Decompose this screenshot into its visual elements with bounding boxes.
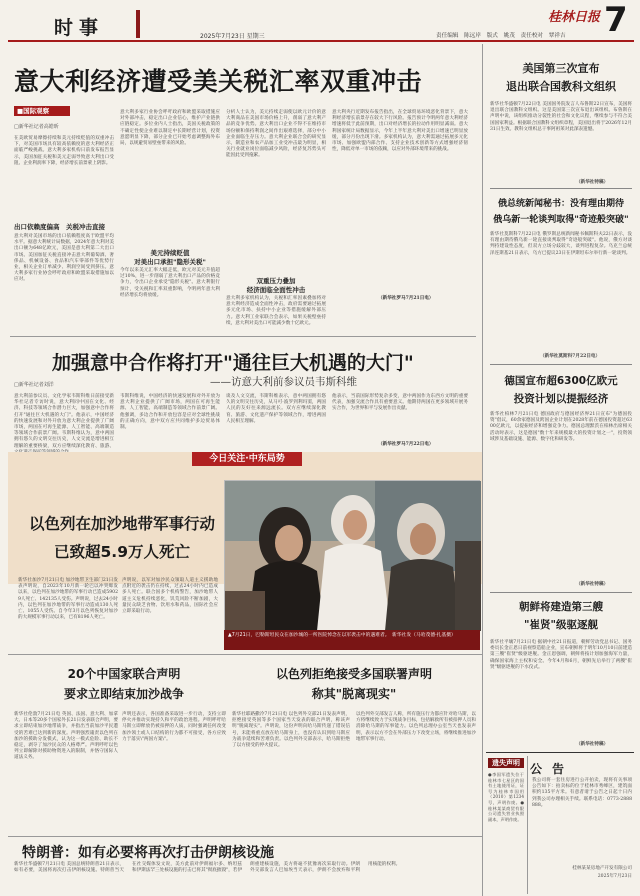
column-divider	[482, 44, 483, 896]
divider	[527, 756, 528, 894]
page-number: 7	[604, 0, 628, 40]
divider	[10, 336, 476, 337]
editor-credits: 责任编辑 陈远岸 版式 姚茂 责任校对 覃祥吉	[436, 33, 566, 39]
feature2-para-1: 意大利前参议员、文化学家韦斯科维日前接受新华社记者专访时说，意大利同中国在文化、经济、科技等领域合作潜力巨大，加强意中合作将打开"通往巨大机遇的大门"。他表示，中国经济的快速发展和对外开放为意大利企业提供了广阔市场，两国在可再生能源、人工智能、高端制造等领域合作前景广阔。韦斯科维认为，意中两国拥有悠久的文明交往历史，人文交流是增进相互理解的重要桥梁，双方应继续深化教育、旅游、	[14, 394, 114, 449]
germany-credit: （新华社特稿）	[576, 582, 609, 587]
lead-para-4: 意大利多家机构认为，关税和汇率因素叠加将对意大利经济造成全面性冲击，政府需要通过拓展多元化市场、扶持中小企业等措施缓解外部压力。意大利工业家联合会表示，如果关税壁垒持续，意大利对美出口可能减少数十亿欧元。	[226, 296, 326, 326]
story-trump-headline: 特朗普：如有必要将再次打击伊朗核设施	[22, 845, 274, 861]
photo-caption: ▲7月21日，巴勒斯坦民众在加沙城的一所医院悼念在以军袭击中的遇难者。 新华社发（马哈茂德·扎基摄）	[224, 630, 480, 650]
lead-credit: （新华社罗马7月21日电）	[378, 296, 434, 301]
russia-headline: 俄总统新闻秘书：没有理由期待 俄乌新一轮谈判取得"奇迹般突破"	[493, 199, 629, 225]
today-focus-tag: 今日关注·中东局势	[192, 452, 302, 466]
lead-headline: 意大利经济遭受美关税汇率双重冲击	[14, 67, 423, 96]
story-israel-reject-para-cont: 以色列外交部发言人称，所有施压行为都应针对哈马斯，以方将继续致力于实现战争目标，包括解救所有被扣押人员和消除哈马斯的军事能力。以色列总理办公室当天也发表声明，表示以方不会在外部压力下改变立场，将继续推进加沙地带军事行动。	[356, 712, 476, 742]
lead-para-3: 今年以来美元汇率大幅走低，欧元对美元升值超过10%，进一步削弱了意大利出口产品的价格竞争力，令出口企业承受"隐形关税"。意大利银行预计，受关税和汇率双重影响，今明两年意大利经济增长均将放缓。	[120, 268, 220, 298]
korea-headline: 朝鲜将建造第三艘 "崔贤"级驱逐舰	[519, 601, 603, 631]
notice-signature: 桂林某某房地产开发有限公司	[572, 866, 632, 871]
story-joint-statement-para-cont: 声明还表示，各国准备采取进一步行动，支持立即停火并推动实现持久和平的政治进程。声明呼吁哈马斯立即释放仍被扣押的人质，同时强调任何改变加沙领土或人口结构的行为都不可接受，各方应致力于落实\"两国方案\"。	[122, 712, 226, 742]
lead-para-1: 在美欧贸易摩擦持续和美元持续贬值的双重冲击下，对美国市场具有较高依赖度的意大利经济正面临严峻挑战。意大利多家机构日前发布报告显示，美国加征关税和美元走弱导致意大利出口受阻、企业利润率下降，经济增长前景蒙上阴影。	[14, 136, 114, 166]
story-joint-statement-para: 新华社伦敦7月21日电 英国、法国、意大利、加拿大、日本等20多个国家外长21日发表联合声明，要求立即结束加沙地带战争，并指出当前加沙平民遭受的苦难已达到新的深度。声明强烈谴责以色列在加沙的援助分发模式，认为这一模式危险、助长不稳定，剥夺了加沙民众的人格尊严。声明呼吁以色列立即解除对援助物资进入的限制，并恪守国际人道法义务。	[14, 712, 118, 761]
feature2-headline: 加强意中合作将打开"通往巨大机遇的大门"	[52, 352, 414, 374]
divider	[486, 752, 634, 753]
korea-credit: （新华社特稿）	[576, 742, 609, 747]
divider	[490, 188, 632, 189]
korea-para: 新华社平壤7月21日电 据朝中社21日报道，朝鲜劳动党总书记、国务委员长金正恩日前视察造船企业，宣布朝鲜将于明年10月10日前建造第三艘"崔贤"级驱逐舰。金正恩强调，朝鲜将按计划加强海军力量，确保国家海上主权和安全。今年4月和6月，朝鲜先后举行了两艘"崔贤"级驱逐舰的下水仪式。	[490, 640, 632, 670]
feature2-para-3: 谈及人文交流，韦斯科维表示，意中两国拥有悠久的文明交往历史，从马可·波罗到利玛窦，两国人民的友好往来源远流长。双方应继续深化教育、旅游、文化遗产保护等领域合作，增进两国人民相互理解。	[226, 394, 326, 424]
paper-logo: 桂林日报	[548, 10, 601, 25]
gaza-death-headline: 以色列在加沙地带军事行动 已致超5.9万人死亡	[28, 515, 215, 561]
divider	[8, 836, 482, 837]
divider	[8, 654, 482, 655]
divider	[490, 364, 632, 365]
story-israel-reject-para: 新华社耶路撒冷7月21日电 以色列外交部21日发表声明，拒绝接受英国等多个国家当天发表的联合声明，称该声明"脱离现实"。声明说，这份声明向哈马斯传递了错误信号，未能将重点放在哈马斯身上，也没有认识到哈马斯应为战争延续和苦难负责。以色列外交部表示，哈马斯拒绝了以方接受的停火提议。	[232, 712, 350, 749]
header-rule	[8, 40, 634, 42]
lead-para-2-cont: 意大利多家行业协会呼吁政府和欧盟采取措施应对外部冲击，稳定出口企业信心，维护产业链供应链稳定。多位业内人士指出，美国关税政策的不确定性使企业难以制定中长期经营计划，投资意愿明显下降，部分企业已开始考虑调整海外布局，以规避贸易壁垒带来的风险。	[120, 110, 220, 147]
feature2-para-4: 他表示，当前国际形势复杂多变，意中两国作为东西方文明的重要代表，加强交流合作具有重要意义。他期待两国在更多领域开展务实合作，为世界和平与发展作出贡献。	[332, 394, 468, 412]
lead-subhead-1: 出口依赖度偏高 关税冲击直接	[14, 223, 105, 231]
mourners-photo	[224, 480, 480, 630]
russia-credit: （新华社莫斯科7月22日电）	[540, 354, 601, 359]
lead-para-4-cont: 意大利央行近期发布报告指出，在全球贸易环境恶化背景下，意大利经济增长前景存在较大下行风险。报告预计今明两年意大利经济增速将低于此前预期，出口对经济增长的拉动作用明显减弱。意大利国家统计局数据显示，今年上半年意大利对美出口增速已明显放缓，部分月份出现下滑。多家机构认为，意大利需通过拓展多元化市场、加强欧盟内部合作、支持企业技术创新等方式增强经济韧性，降低对单一市场的依赖，以应对外部环境带来的挑战。	[332, 110, 468, 153]
tag-label: 国际观察	[23, 107, 50, 115]
unesco-para: 新华社华盛顿7月22日电 美国国务院发言人布鲁斯22日宣布，美国将退出联合国教科文组织。这是美国第三次宣布退出该组织。布鲁斯在声明中说，该组织推动分裂性的社会和文化议程，继续参与不符合美国国家利益。根据联合国教科文组织章程，美国退出将于2026年12月31日生效。教科文组织总干事阿祖莱对此深表遗憾。	[490, 102, 632, 132]
lead-subhead-2: 美元持续贬值 对美出口承担"隐形关税"	[134, 249, 206, 266]
feature2-credit: （新华社罗马7月22日电）	[378, 442, 434, 447]
gaza-para-1: 新华社加沙7月21日电 加沙地带卫生部门21日发表声明说，自2023年10月新一轮巴以冲突爆发以来，以色列在加沙地带的军事行动已造成59029人死亡、142135人受伤。声明说，过去24小时内，以色列在加沙地带的军事行动造成130人死亡、1055人受伤。自今年3月以色列恢复对加沙的大规模军事行动以来，已有8196人死亡。	[18, 578, 118, 621]
unesco-credit: （新华社特稿）	[576, 180, 609, 185]
story-trump-para: 新华社华盛顿7月21日电 美国总统特朗普21日表示，如有必要，美国将再次打击伊朗核设施。特朗普当天在社交媒体发文说，美方此前对伊朗福尔多、纳坦兹和伊斯法罕三处核设施的打击已将其"彻底摧毁"，若伊朗重建核设施，美方将毫不犹豫再次采取行动。伊朗外交部发言人巴加埃当天表示，伊朗不会放弃和平利用核能的权利。	[14, 862, 401, 874]
feature2-byline: □新华社记者刘洋	[14, 382, 54, 388]
issue-date: 2025年7月23日 星期三	[200, 33, 265, 40]
feature2-para-2: 韦斯科维说，中国经济的快速发展和对外开放为意大利企业提供了广阔市场，两国在可再生能源、人工智能、高端制造等领域合作前景广阔。他强调，多边合作和开放包容是应对全球性挑战的正确方向，意中双方应共同维护多边贸易体制。	[120, 394, 220, 431]
germany-headline: 德国宣布超6300亿欧元 投资计划以提振经济	[504, 375, 618, 405]
notice-date: 2025年7月23日	[597, 874, 632, 879]
lost-notice-para: ●李国军遗失位于桂林市七星区的国有土地使用证，证号为桂林市国用（2010）第1234号，声明作废。●桂林某某商贸有限公司遗失营业执照副本，声明作废。	[488, 772, 524, 822]
notice-title: 公告	[530, 762, 575, 776]
unesco-headline: 美国第三次宣布 退出联合国教科文组织	[506, 62, 616, 93]
lost-notice-tag: 遗失声明	[488, 758, 524, 768]
notice-para: 我公司将一套住房进行公开拍卖，现将有关事项公告如下：拍卖标的位于桂林市秀峰区，建筑面积约135平方米。有意者请于公告之日起十日内到我公司办理相关手续。联系电话：0773-2888888。	[532, 778, 632, 808]
story-israel-reject-headline: 以色列拒绝接受多国联署声明 称其"脱离现实"	[275, 667, 432, 701]
lead-byline: □新华社记者高皓昕	[14, 124, 59, 130]
section-label: 时事	[54, 17, 105, 39]
germany-para: 新华社柏林7月21日电 德国政府与德国经济界21日宣布"为德国投资"倡议，60余家德国及跨国企业计划在2028年前在德国投资超过6300亿欧元，以提振经济和增强竞争力。德国总理默茨在柏林出席相关活动时表示，这是德国"数十年来规模最大的投资计划之一"，投资领域涉及基础设施、能源、数字化和研发等。	[490, 412, 632, 442]
feature2-subtitle: ——访意大利前参议员韦斯科维	[210, 376, 357, 388]
intl-observe-tag: ■国际观察	[14, 106, 70, 116]
lead-para-2: 意大利对美国市场的出口依赖程度高于欧盟平均水平。据意大利统计局数据，2024年意大利对美出口额为648亿欧元，美国是意大利第二大出口市场。美国加征关税直接冲击意大利葡萄酒、奢侈品、机械设备、食品和汽车零部件等优势行业，相关企业订单减少、利润空间受到挤压。意大利多家行业协会呼吁政府和欧盟采取措施加以应对。	[14, 234, 114, 283]
lead-para-3-cont: 分析人士认为，美元持续走弱使以欧元计价的意大利商品在美国市场价格上升，削弱了意大利产品的竞争优势。意大利出口企业不得不在维持市场份额和保持利润之间作出艰难选择，部分中小企业面临生存压力。意大利企业联合会的研究显示，制造业和农产品加工业受冲击最为明显，相关行业就业岗位面临减少风险，经济复苏势头可能因此受到拖累。	[226, 110, 326, 159]
russia-para: 新华社莫斯科7月22日电 俄罗斯总统新闻秘书佩斯科夫22日表示，没有理由期待俄乌新一轮直接谈判取得"奇迹般突破"。他说，俄方对谈判持建设性态度，但双方立场分歧较大，谈判进程复杂。乌克兰总统泽连斯基21日表示，乌方已提议23日在伊斯坦布尔举行新一轮谈判。	[490, 232, 632, 256]
story-joint-statement-headline: 20个中国家联合声明 要求立即结束加沙战争	[63, 667, 184, 701]
lead-subhead-3: 双重压力叠加 经济面临全面性冲击	[246, 277, 306, 294]
gaza-para-2: 声明说，以军对加沙民众领取人道主义援助地点附近的袭击仍在持续，过去24小时内已造成多人死亡。联合国多个机构警告，加沙地带人道主义危机持续恶化，饥荒风险不断加剧，大量民众缺乏食物、饮用水和药品，国际社会应立即采取行动。	[122, 578, 218, 615]
divider	[490, 592, 632, 593]
